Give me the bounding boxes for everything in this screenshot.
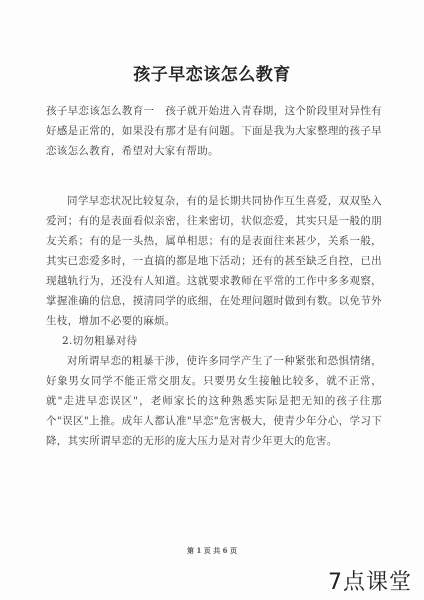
site-watermark: 7点课堂 — [328, 570, 412, 595]
page-footer: 第 1 页 共 6 页 — [187, 546, 237, 555]
section-heading: 2.切勿粗暴对待 — [62, 335, 138, 347]
intro-paragraph: 孩子早恋该怎么教育一 孩子就开始进入青春期，这个阶段里对异性有好感是正常的，如果没有那才是有问题。下面是我为大家整理的孩子早恋该怎么教育，希望对大家有帮助。 — [46, 105, 382, 157]
document-body — [46, 101, 382, 451]
body-paragraph-2: 对所谓早恋的粗暴干涉，使许多同学产生了一种紧张和恐惧情绪，好象男女同学不能正常交朋友。只要男女生接触比较多，就不正常，就"走进早恋误区"，老师家长的这种熟悉实际是把无知的孩子往那个"误区"上推。成年人都认准"早恋"危害极大，使青少年分心，学习下降，其实所谓早恋的无形的庞大压力是对青少年更大的危害。 — [46, 355, 382, 447]
document-title: 孩子早恋该怎么教育 — [133, 65, 291, 85]
body-paragraph-1: 同学早恋状况比较复杂，有的是长期共同协作互生喜爱，双双坠入爱河；有的是表面看似亲密，往来密切，状似恋爱，其实只是一般的朋友关系；有的是一头热，属单相思；有的是表面往来甚少，关系一般，其实已恋爱多时，一直搞的都是地下活动；还有的甚至缺乏自控，已出现越轨行为，还没有人知道。这就要求教师在平常的工作中多多观察，掌握准确的信息，摸清同学的底细，在处理问题时做到有数。以免节外生枝，增加不必要的麻烦。 — [46, 195, 382, 327]
